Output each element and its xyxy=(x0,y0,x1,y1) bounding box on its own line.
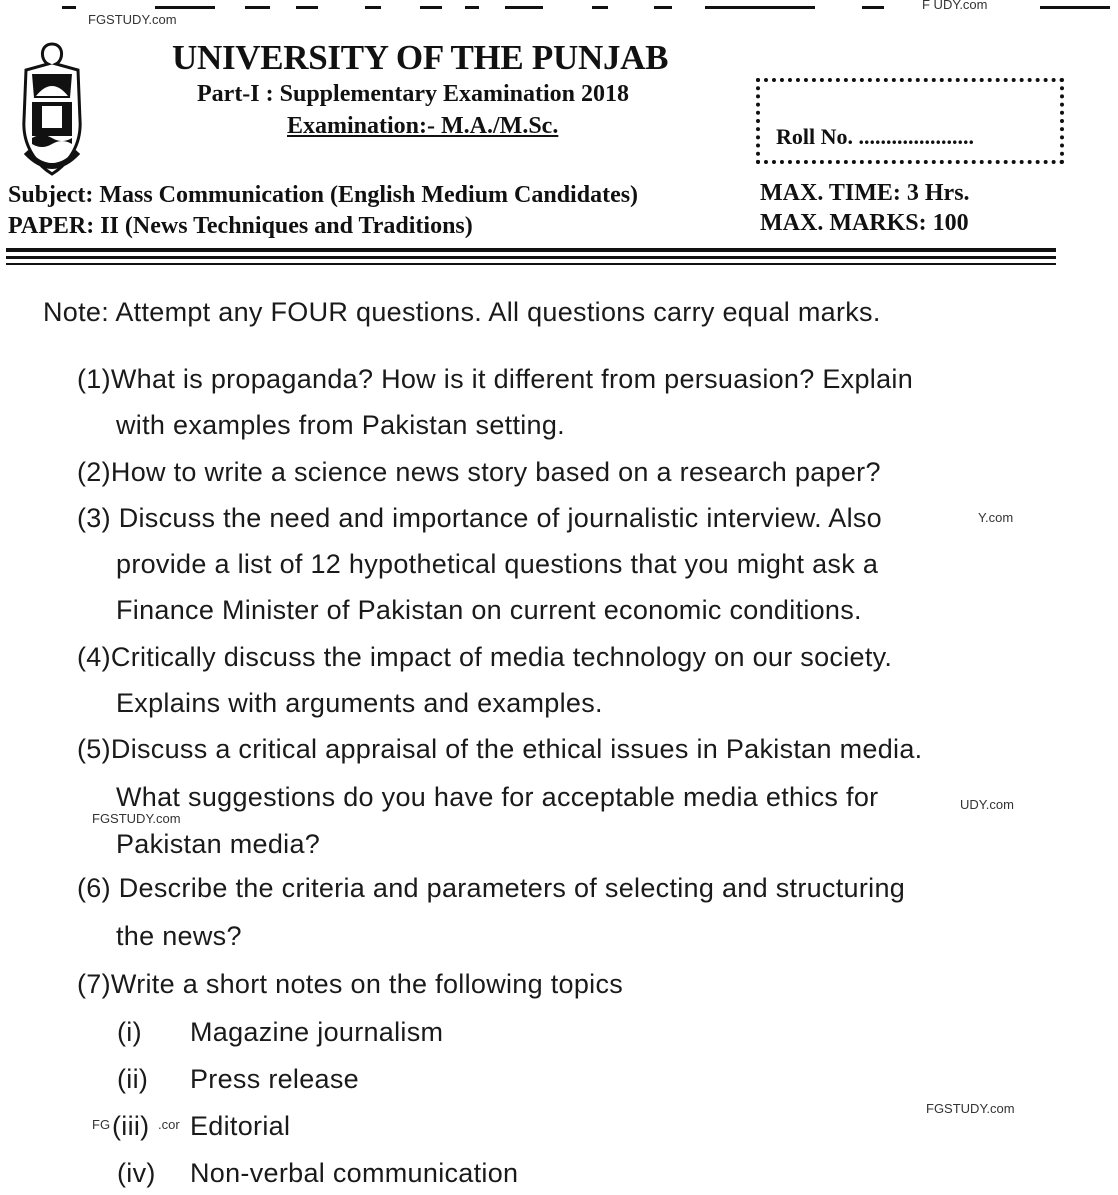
question-6: (6) Describe the criteria and parameters of selecting and structuring xyxy=(77,873,906,903)
topic-item: Press release xyxy=(190,1064,359,1094)
university-logo xyxy=(12,40,92,178)
question-3-cont: Finance Minister of Pakistan on current economic conditions. xyxy=(116,595,862,625)
exam-part: Part-I : Supplementary Examination 2018 xyxy=(197,81,629,107)
watermark: UDY.com xyxy=(960,797,1014,812)
scan-artifact xyxy=(296,6,318,9)
scan-artifact xyxy=(155,6,215,9)
watermark: FGSTUDY.com xyxy=(926,1101,1015,1116)
topic-number: (iv) xyxy=(117,1158,156,1188)
topic-number: (i) xyxy=(117,1017,142,1047)
scan-artifact xyxy=(420,6,442,9)
topic-item: Non-verbal communication xyxy=(190,1158,519,1188)
max-marks: MAX. MARKS: 100 xyxy=(760,210,969,236)
watermark: FG xyxy=(92,1117,111,1132)
scan-artifact xyxy=(465,6,479,9)
topic-item: Magazine journalism xyxy=(190,1017,444,1047)
scan-artifact xyxy=(862,6,884,9)
question-2: (2)How to write a science news story based on a research paper? xyxy=(77,457,881,487)
watermark: Y.com xyxy=(978,510,1014,525)
question-3: (3) Discuss the need and importance of journalistic interview. Also xyxy=(77,503,882,533)
roll-number-field[interactable]: Roll No. ..................... xyxy=(776,124,974,149)
question-4: (4)Critically discuss the impact of media technology on our society. xyxy=(77,642,893,672)
question-1-cont: with examples from Pakistan setting. xyxy=(116,410,565,440)
question-6-cont: the news? xyxy=(116,921,242,951)
divider xyxy=(6,263,1056,265)
scan-artifact xyxy=(245,6,270,9)
examination-title: Examination:- M.A./M.Sc. xyxy=(287,113,559,139)
divider xyxy=(6,248,1056,252)
instructions-note: Note: Attempt any FOUR questions. All questions carry equal marks. xyxy=(43,297,881,327)
roll-number-box xyxy=(756,78,1064,164)
scan-artifact xyxy=(654,6,672,9)
scan-artifact xyxy=(365,6,381,9)
topic-number: (iii) xyxy=(112,1111,150,1141)
scan-artifact xyxy=(1040,6,1110,9)
question-4-cont: Explains with arguments and examples. xyxy=(116,688,603,718)
watermark: .cor xyxy=(158,1117,180,1132)
divider xyxy=(6,256,1056,259)
question-5-cont: Pakistan media? xyxy=(116,829,321,859)
question-5-cont: What suggestions do you have for acceptable media ethics for xyxy=(116,782,879,812)
watermark: FGSTUDY.com xyxy=(92,811,181,826)
scan-artifact xyxy=(705,6,815,9)
max-time: MAX. TIME: 3 Hrs. xyxy=(760,180,970,206)
watermark: F UDY.com xyxy=(922,0,988,12)
topic-number: (ii) xyxy=(117,1064,149,1094)
paper-line: PAPER: II (News Techniques and Traditions) xyxy=(8,213,473,239)
question-5: (5)Discuss a critical appraisal of the ethical issues in Pakistan media. xyxy=(77,734,923,764)
university-name: UNIVERSITY OF THE PUNJAB xyxy=(172,38,669,77)
topic-item: Editorial xyxy=(190,1111,291,1141)
question-7: (7)Write a short notes on the following topics xyxy=(77,969,624,999)
question-3-cont: provide a list of 12 hypothetical questions that you might ask a xyxy=(116,549,879,579)
watermark: FGSTUDY.com xyxy=(88,12,177,27)
scan-artifact xyxy=(62,6,76,9)
scan-artifact xyxy=(592,6,608,9)
subject-line: Subject: Mass Communication (English Medium Candidates) xyxy=(8,182,639,208)
question-1: (1)What is propaganda? How is it different from persuasion? Explain xyxy=(77,364,914,394)
scan-artifact xyxy=(505,6,543,9)
